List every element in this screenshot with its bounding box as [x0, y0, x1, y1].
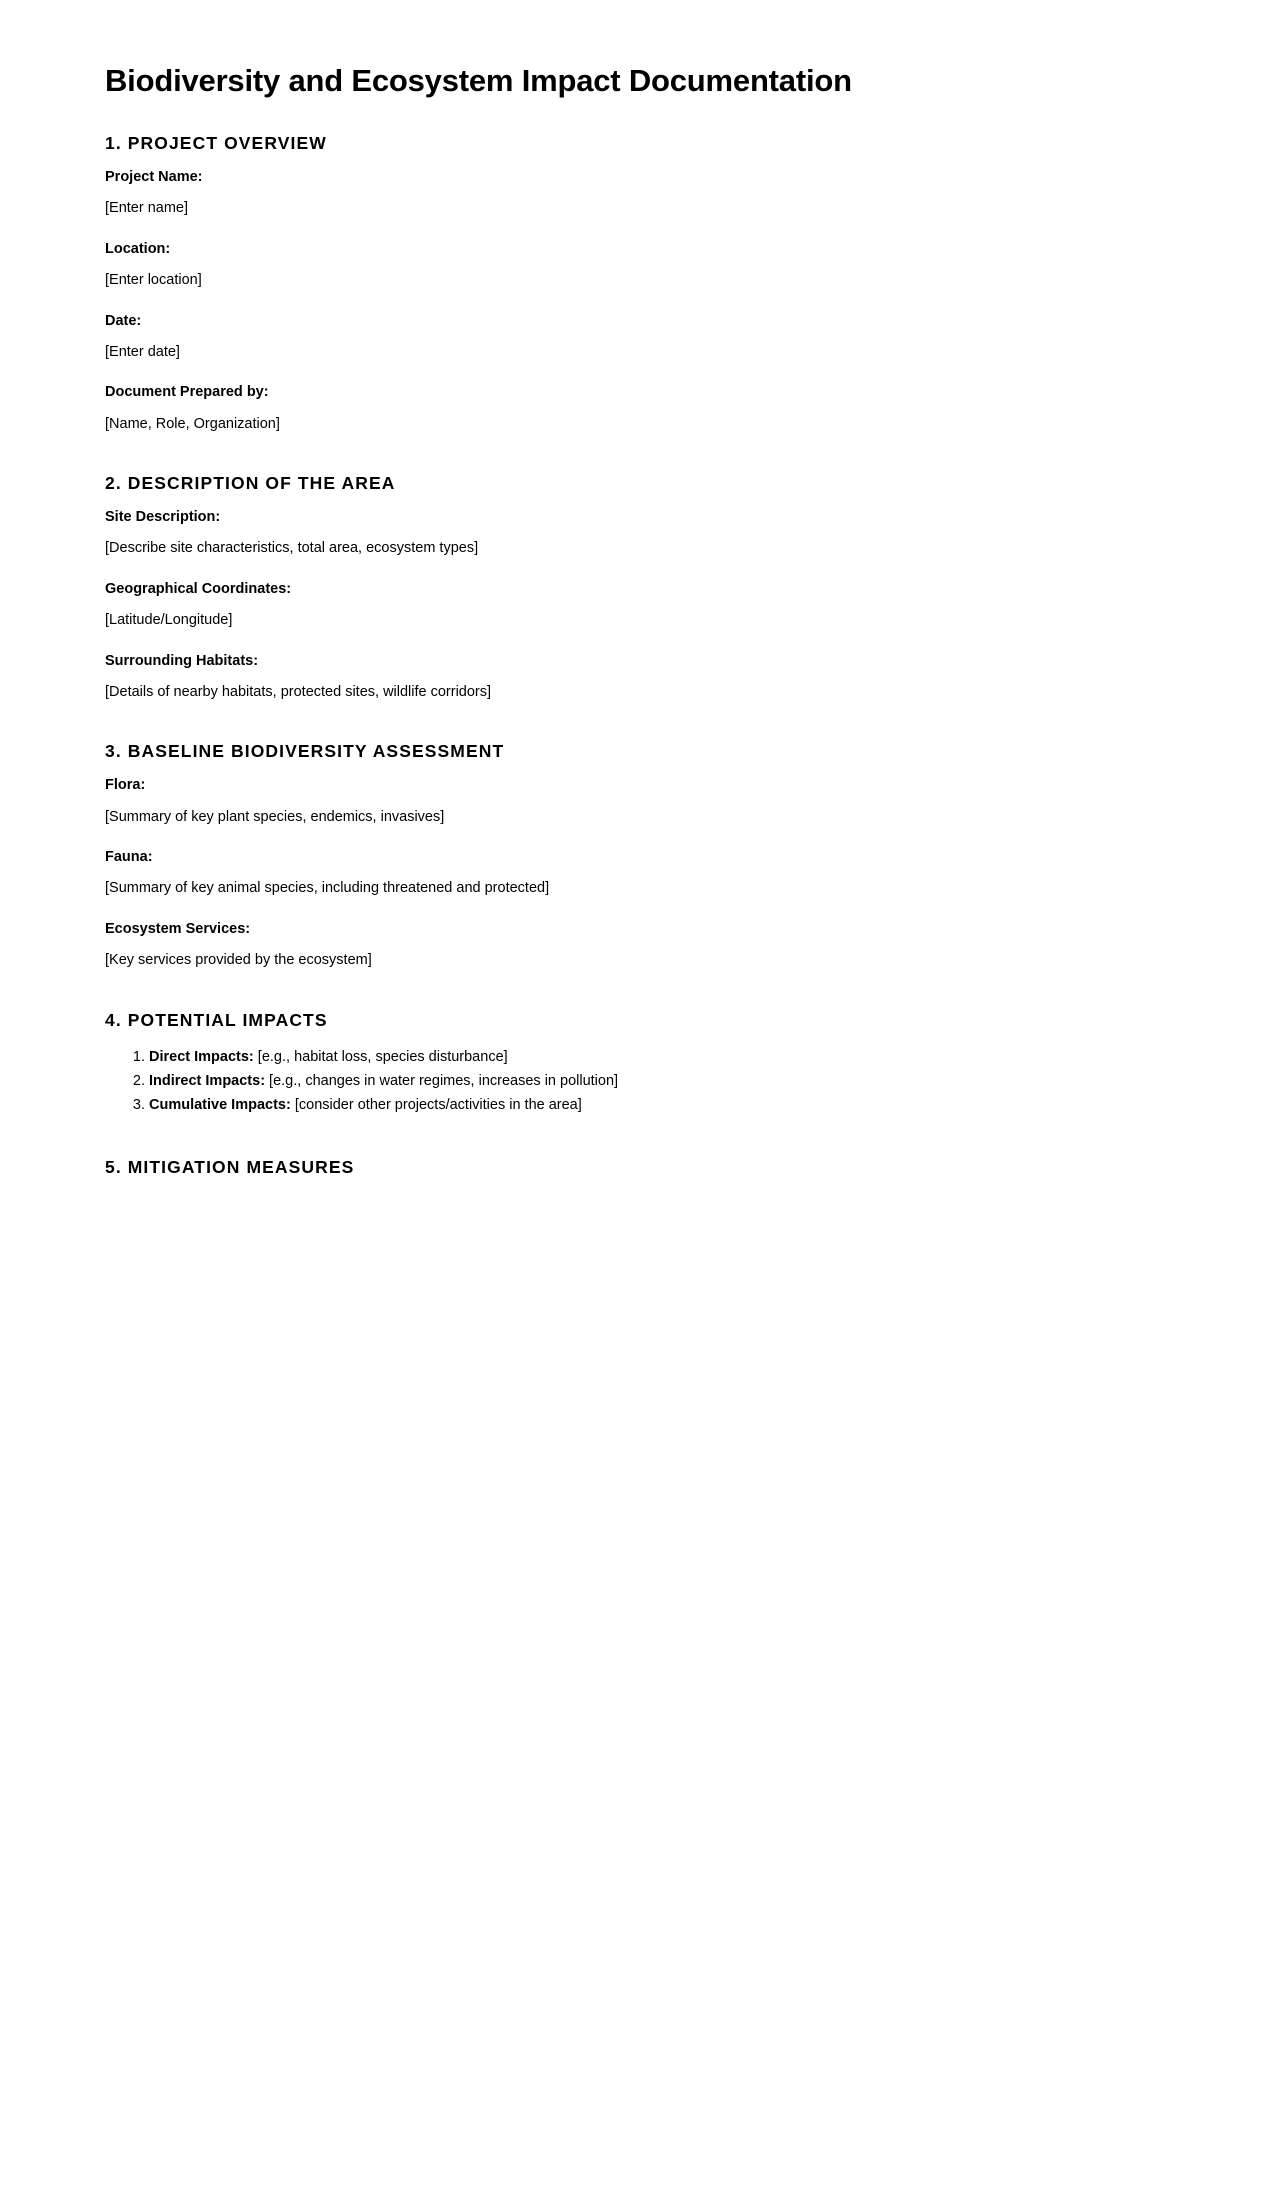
field-value: [Summary of key animal species, including threatened and protected] — [105, 880, 550, 897]
field-label: Document Prepared by: — [105, 384, 269, 401]
section-mitigation-measures — [105, 1157, 1158, 1179]
field-ecosystem-services — [105, 921, 1158, 970]
field-geographical-coordinates — [105, 581, 1158, 630]
field-location — [105, 241, 1158, 290]
section-heading-project-overview: 1. PROJECT OVERVIEW — [105, 133, 327, 154]
section-potential-impacts — [105, 1010, 1158, 1117]
page-title: Biodiversity and Ecosystem Impact Documentation — [105, 63, 852, 98]
section-description-of-area — [105, 473, 1158, 701]
field-label: Ecosystem Services: — [105, 920, 251, 937]
field-label: Date: — [105, 312, 142, 329]
field-label: Site Description: — [105, 509, 221, 526]
field-project-name — [105, 169, 1158, 218]
field-label: Geographical Coordinates: — [105, 580, 292, 597]
list-item-text: [consider other projects/activities in the area] — [290, 1097, 582, 1114]
list-item-label: Direct Impacts: — [149, 1048, 254, 1065]
field-label: Surrounding Habitats: — [105, 652, 259, 669]
section-project-overview — [105, 133, 1158, 433]
field-date — [105, 313, 1158, 362]
field-label: Project Name: — [105, 169, 203, 186]
list-item-text: [e.g., habitat loss, species disturbance] — [253, 1048, 508, 1065]
list-item — [149, 1070, 1158, 1092]
list-item-label: Indirect Impacts: — [149, 1072, 266, 1089]
field-value: [Latitude/Longitude] — [105, 612, 233, 629]
page-bottom-whitespace — [105, 1193, 1158, 2193]
potential-impacts-list — [105, 1046, 1158, 1117]
field-fauna — [105, 849, 1158, 898]
field-label: Fauna: — [105, 849, 153, 866]
field-value: [Details of nearby habitats, protected sites, wildlife corridors] — [105, 684, 492, 701]
list-item-label: Cumulative Impacts: — [149, 1097, 291, 1114]
field-value: [Enter name] — [105, 200, 189, 217]
field-surrounding-habitats — [105, 653, 1158, 702]
list-item-text: [e.g., changes in water regimes, increases in pollution] — [265, 1072, 619, 1089]
section-heading-mitigation-measures: 5. MITIGATION MEASURES — [105, 1156, 355, 1177]
list-item — [149, 1094, 1158, 1116]
field-site-description — [105, 509, 1158, 558]
field-value: [Name, Role, Organization] — [105, 415, 280, 432]
field-label: Flora: — [105, 777, 146, 794]
field-flora — [105, 777, 1158, 826]
field-value: [Key services provided by the ecosystem] — [105, 952, 372, 969]
field-value: [Summary of key plant species, endemics, invasives] — [105, 808, 445, 825]
field-label: Location: — [105, 240, 171, 257]
section-heading-potential-impacts: 4. POTENTIAL IMPACTS — [105, 1009, 328, 1030]
field-value: [Enter date] — [105, 344, 180, 361]
section-baseline-biodiversity-assessment — [105, 741, 1158, 969]
field-document-prepared-by — [105, 384, 1158, 433]
section-heading-description-of-area: 2. DESCRIPTION OF THE AREA — [105, 473, 396, 494]
list-item — [149, 1046, 1158, 1068]
field-value: [Enter location] — [105, 272, 202, 289]
field-value: [Describe site characteristics, total area, ecosystem types] — [105, 540, 479, 557]
section-heading-baseline-biodiversity-assessment: 3. BASELINE BIODIVERSITY ASSESSMENT — [105, 741, 505, 762]
